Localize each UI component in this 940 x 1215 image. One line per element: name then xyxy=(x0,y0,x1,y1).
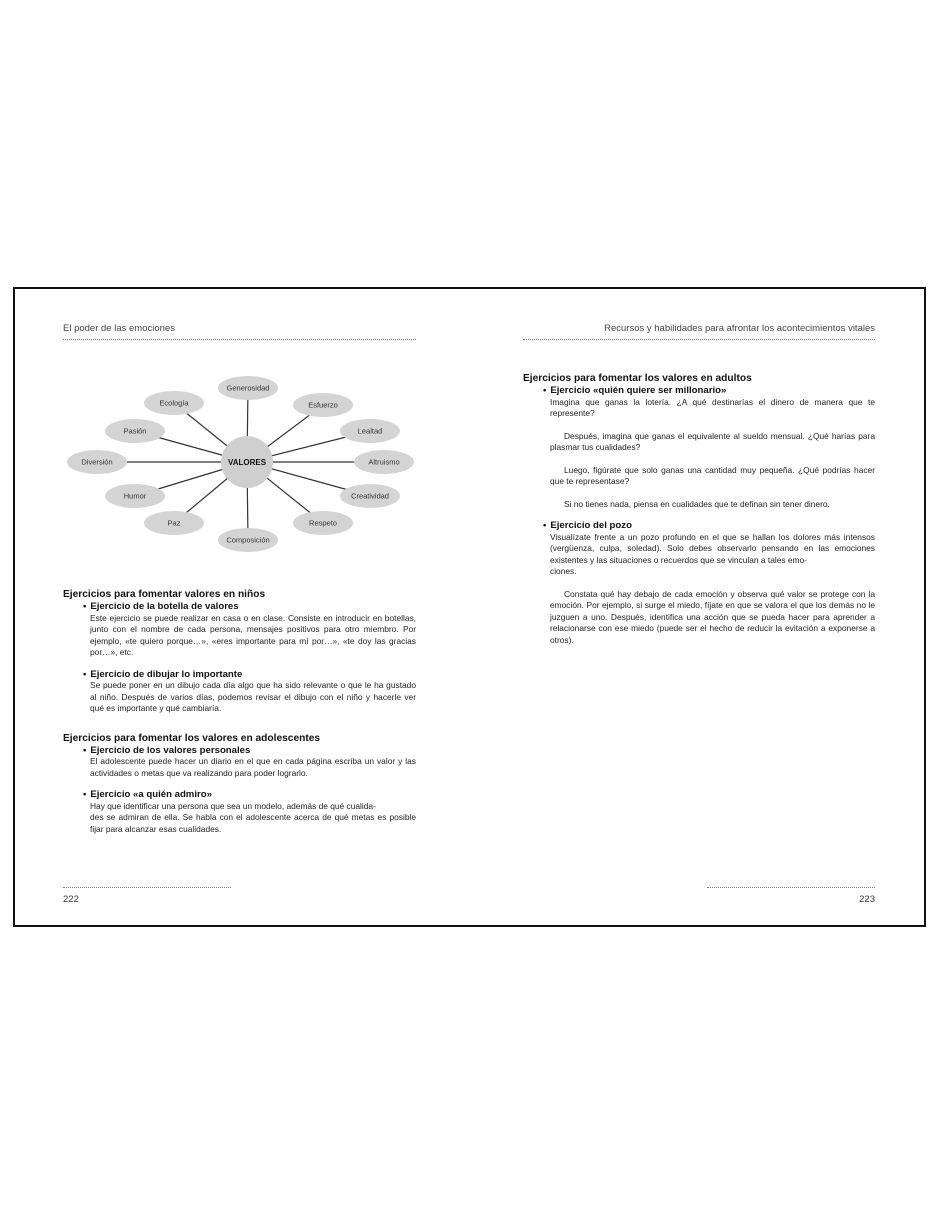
diagram-node-label: Pasión xyxy=(123,426,147,436)
paragraph: El adolescente puede hacer un diario en el que en cada página escriba un valor y las actividades o metas que va realizando para poder lograrlo. xyxy=(90,756,416,778)
exercise-valores-personales xyxy=(83,745,416,780)
page-number-right: 223 xyxy=(859,894,875,905)
exercise-body xyxy=(550,532,875,647)
paragraph: Este ejercicio se puede realizar en casa o en clase. Consiste en introducir en botellas, junto con el nombre de cada persona, mensajes positivos para otro miembro. Por ejemplo, «te quiero porque…», «eres importante para mí por…», «te doy las gracias por…», etc. xyxy=(90,612,416,657)
exercise-millonario xyxy=(543,385,875,510)
diagram-node-label: Esfuerzo xyxy=(308,400,338,410)
bullet-icon: • xyxy=(83,744,87,756)
right-page xyxy=(523,289,875,925)
diagram-node-label: Generosidad xyxy=(226,383,270,393)
exercise-title xyxy=(83,669,416,681)
diagram-node-label: Diversión xyxy=(81,457,113,467)
diagram-node-label: Paz xyxy=(167,518,181,528)
exercise-title-text: Ejercicio de los valores personales xyxy=(90,744,251,756)
paragraph: Si no tienes nada, piensa en cualidades que te definan sin tener dinero. xyxy=(564,498,830,509)
folio-rule-right xyxy=(707,887,875,888)
diagram-node-label: Respeto xyxy=(309,518,337,528)
exercise-pozo xyxy=(543,520,875,646)
exercise-dibujar xyxy=(83,669,416,715)
diagram-node-diversión xyxy=(67,450,127,474)
exercise-title-text: Ejercicio «a quién admiro» xyxy=(90,789,212,800)
exercise-title xyxy=(83,601,416,613)
exercise-title xyxy=(83,789,416,801)
diagram-node-generosidad xyxy=(218,376,278,400)
left-page xyxy=(63,289,416,925)
paragraph: Se puede poner en un dibujo cada día algo que ha sido relevante o que le ha gustado al niño. Después de varios días, podemos revisar el dibujo con el niño y hacerle ver qué es importante y qué cambiaría. xyxy=(90,680,416,713)
diagram-node-label: Altruismo xyxy=(368,457,400,467)
diagram-node-paz xyxy=(144,511,204,535)
diagram-node-altruismo xyxy=(354,450,414,474)
right-page-body xyxy=(523,373,875,646)
diagram-node-lealtad xyxy=(340,419,400,443)
exercise-body xyxy=(90,756,416,779)
exercise-body xyxy=(90,613,416,659)
diagram-node-pasión xyxy=(105,419,165,443)
paragraph: Hay que identificar una persona que sea un modelo, además de qué cualida- des se admiran de ella. Se habla con el adolescente acerca de qué metas es posible fijar para alcanzar esas cualidades. xyxy=(90,800,416,834)
section-heading-adolescentes: Ejercicios para fomentar los valores en adolescentes xyxy=(63,732,321,744)
diagram-hub xyxy=(221,436,273,488)
diagram-node-respeto xyxy=(293,511,353,535)
exercise-botella xyxy=(83,601,416,659)
paragraph: Luego, figúrate que solo ganas una cantidad muy pequeña. ¿Qué podrías hacer que te representase? xyxy=(550,464,875,486)
bullet-icon: • xyxy=(83,668,87,680)
paragraph: Después, imagina que ganas el equivalente al sueldo mensual. ¿Qué harías para plasmar tus cualidades? xyxy=(550,430,875,452)
section-heading-adultos: Ejercicios para fomentar los valores en adultos xyxy=(523,373,752,384)
bullet-icon: • xyxy=(83,789,87,800)
values-diagram-svg xyxy=(63,369,416,559)
diagram-node-label: Lealtad xyxy=(357,426,383,436)
exercise-title xyxy=(543,385,875,397)
running-head-left: El poder de las emociones xyxy=(63,323,416,340)
section-heading-ninos: Ejercicios para fomentar valores en niños xyxy=(63,589,266,600)
exercise-body xyxy=(550,397,875,511)
paragraph: Imagina que ganas la lotería. ¿A qué destinarías el dinero de manera que te represente? xyxy=(550,396,875,418)
exercise-title-text: Ejercicio de la botella de valores xyxy=(90,601,239,612)
diagram-node-creatividad xyxy=(340,484,400,508)
exercise-body xyxy=(90,680,416,715)
running-head-right: Recursos y habilidades para afrontar los acontecimientos vitales xyxy=(523,323,875,340)
left-page-body xyxy=(63,589,416,835)
diagram-node-label: Ecología xyxy=(159,398,189,408)
bullet-icon: • xyxy=(543,385,547,396)
diagram-node-composición xyxy=(218,528,278,552)
diagram-hub-label: VALORES xyxy=(227,458,267,467)
diagram-node-label: Composición xyxy=(226,535,270,545)
paragraph: Constata qué hay debajo de cada emoción y observa qué valor se protege con la emoción. Por ejemplo, si surge el miedo, fíjate en que se valora el que los demás no le juzguen a uno. Después, identifica una acción que se pueda hacer para aprender a relacionarse con ese miedo (puede ser el hecho de reducir la evitación a exponerse a otros). xyxy=(550,588,875,645)
exercise-a-quien-admiro xyxy=(83,789,416,835)
exercise-title-text: Ejercicio de dibujar lo importante xyxy=(90,668,243,680)
exercise-title xyxy=(543,520,875,532)
diagram-node-label: Creatividad xyxy=(351,491,389,501)
diagram-node-ecología xyxy=(144,391,204,415)
diagram-node-label: Humor xyxy=(123,491,147,501)
values-diagram xyxy=(63,369,416,559)
paragraph: Visualízate frente a un pozo profundo en el que se hallan los dolores más intensos (vergüenza, culpa, soledad). Solo debes observarlo pensando en las emociones existentes y las situaciones o recuerdos que se vinculan a tales emo- ciones. xyxy=(550,531,875,576)
exercise-title xyxy=(83,745,416,757)
exercise-body xyxy=(90,801,416,836)
exercise-title-text: Ejercicio del pozo xyxy=(550,520,632,531)
bullet-icon: • xyxy=(83,601,87,612)
exercise-title-text: Ejercicio «quién quiere ser millonario» xyxy=(550,385,727,396)
diagram-node-esfuerzo xyxy=(293,393,353,417)
page-number-left: 222 xyxy=(63,894,79,905)
bullet-icon: • xyxy=(543,520,547,531)
diagram-node-humor xyxy=(105,484,165,508)
folio-rule-left xyxy=(63,887,231,888)
book-spread xyxy=(13,287,926,927)
